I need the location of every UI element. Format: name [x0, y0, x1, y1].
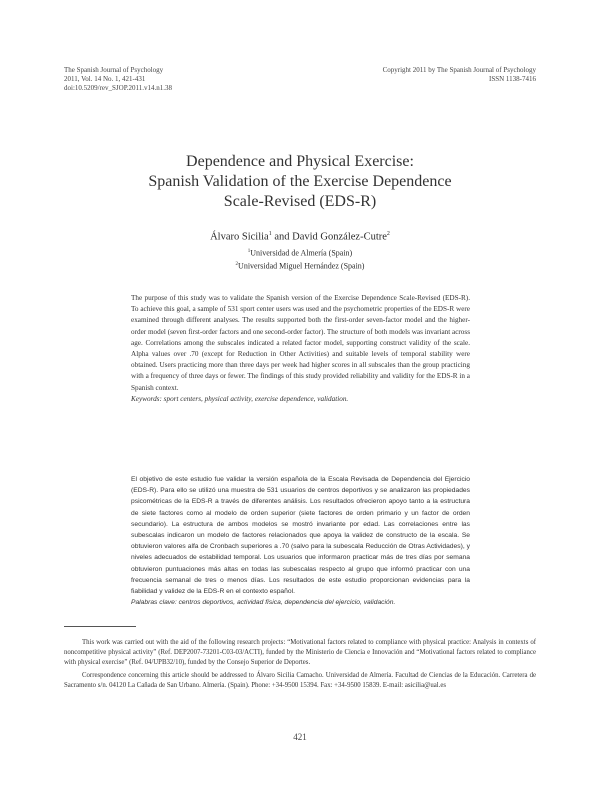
- abstract-english-text: The purpose of this study was to validate the Spanish version of the Exercise Dependence Scale-Revised (EDS-R). To achieve this goal, a sample of 531 sport center users was used and the psychometric properties of the EDS-R were examined through different analyses. The results supported both the first-order seven-factor model and the higher-order model (seven first-order factors and one second-order factor). The structure of both models was invariant across age. Correlations among the subscales indicated a related factor model, supporting construct validity of the scale. Alpha values over .70 (except for Reduction in Other Activities) and suitable levels of temporal stability were obtained. Users practicing more than three days per week had higher scores in all subscales than the group practicing with a frequency of three days or fewer. The findings of this study provided reliability and validity for the EDS-R in a Spanish context.: [131, 294, 470, 392]
- title-line-1: Dependence and Physical Exercise:: [186, 153, 414, 170]
- keywords-spanish: Palabras clave: centros deportivos, actividad física, dependencia del ejercicio, validación.: [131, 599, 396, 607]
- affiliation-2-text: Universidad Miguel Hernández (Spain): [238, 261, 365, 271]
- title-line-3: Scale-Revised (EDS-R): [223, 193, 377, 210]
- abstract-spanish-text: El objetivo de este estudio fue validar la versión española de la Escala Revisada de Dependencia del Ejercicio (EDS-R). Para ello se utilizó una muestra de 531 usuarios de centros deportivos y se analizaron las propiedades psicométricas de la EDS-R a través de diferentes análisis. Los resultados ofrecieron apoyo tanto a la estructura de siete factores como al modelo de orden superior (siete factores de orden primario y un factor de orden secundario). La estructura de ambos modelos se mostró invariante por edad. Las correlaciones entre las subescalas indicaron un modelo de factores relacionados que apoya la validez de constructo de la escala. Se obtuvieron valores alfa de Cronbach superiores a .70 (salvo para la subescala Reducción de Otras Actividades), y niveles adecuados de estabilidad temporal. Los usuarios que informaron practicar más de tres días por semana obtuvieron puntuaciones más altas en todas las subescalas respecto al grupo que informó practicar con una frecuencia semanal de tres o menos días. Los resultados de este estudio proporcionan evidencias para la fiabilidad y validez de la EDS-R en el contexto español.: [131, 476, 470, 596]
- author-1: Álvaro Sicilia: [210, 231, 269, 243]
- affiliation-1-mark: 1: [247, 249, 251, 254]
- affiliation-1: [60, 246, 540, 259]
- affiliation-2: [60, 259, 540, 272]
- footnotes: [64, 638, 536, 691]
- affiliation-2-mark: 2: [235, 261, 239, 267]
- author-joiner: and: [271, 231, 293, 243]
- title-line-2: Spanish Validation of the Exercise Dependence: [148, 173, 452, 190]
- affiliations: [60, 246, 540, 271]
- copyright-notice: Copyright 2011 by The Spanish Journal of Psychology: [382, 66, 536, 74]
- keywords-english: Keywords: sport centers, physical activity, exercise dependence, validation.: [131, 394, 349, 403]
- doi: doi:10.5209/rev_SJOP.2011.v14.n1.38: [64, 84, 173, 92]
- author-1-affil-mark: 1: [268, 231, 272, 237]
- page-number: 421: [293, 732, 307, 742]
- abstract-english: [131, 293, 470, 405]
- abstract-spanish: [131, 474, 470, 608]
- running-header-right: [296, 66, 536, 84]
- article-title: [60, 152, 540, 212]
- issn: ISSN 1138-7416: [489, 75, 536, 83]
- volume-info: 2011, Vol. 14 No. 1, 421-431: [64, 75, 146, 83]
- correspondence-footnote: Correspondence concerning this article should be addressed to Álvaro Sicilia Camacho. Universidad de Almería. Facultad de Ciencias de la Educación. Carretera de Sacramento s/n. 04120 La Cañada de San Urbano. Almería. (Spain). Phone: +34-9500 15394. Fax: +34-9500 15839. E-mail: asicilia@ual.es: [64, 672, 536, 690]
- author-2: David González-Cutre: [292, 231, 387, 243]
- footnote-divider: [64, 626, 136, 627]
- author-2-affil-mark: 2: [386, 231, 390, 237]
- journal-name: The Spanish Journal of Psychology: [64, 66, 164, 74]
- author-list: [60, 228, 540, 244]
- affiliation-1-text: Universidad de Almería (Spain): [250, 248, 353, 258]
- running-header-left: [64, 66, 304, 93]
- funding-footnote: This work was carried out with the aid of the following research projects: “Motivational factors related to compliance with physical practice: Analysis in contexts of noncompetitive physical activity” (Ref. DEP2007-73201-C03-03/ACTI), funded by the Ministerio de Ciencia e Innovación and “Motivational factors related to compliance with physical exercise” (Ref. 04/UPB32/10), funded by the Consejo Superior de Deportes.: [64, 639, 536, 666]
